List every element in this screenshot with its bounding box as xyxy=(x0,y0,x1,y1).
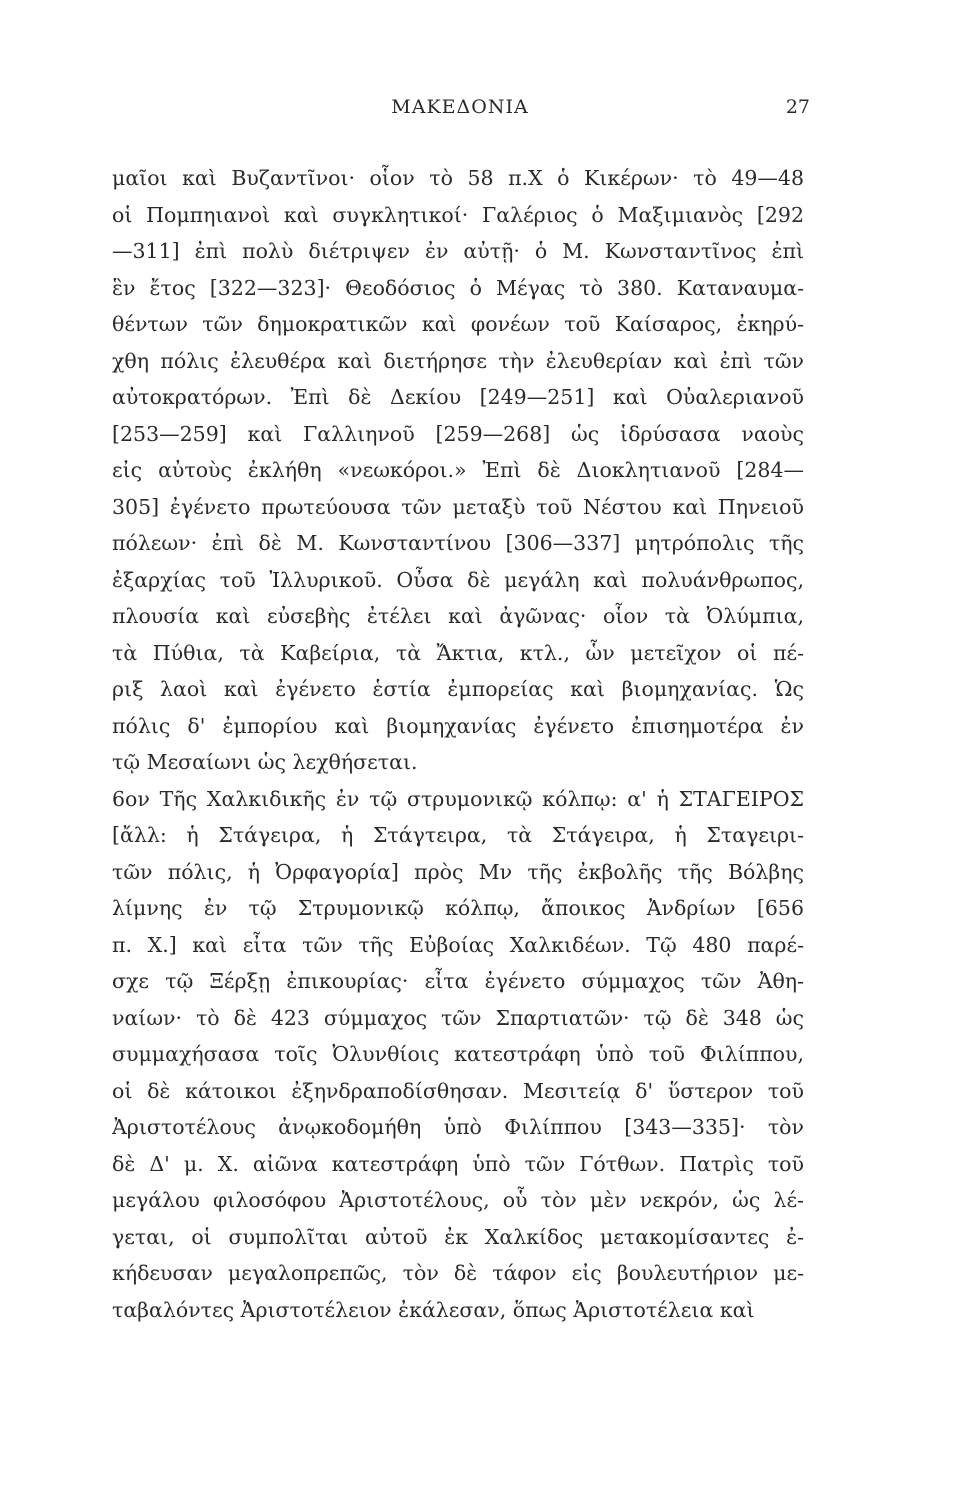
text-line: εἰς αὐτοὺς ἐκλήθη «νεωκόροι.» Ἐπὶ δὲ Διοκλητιανοῦ [284— xyxy=(112,458,804,482)
text-line: πλουσία καὶ εὐσεβὴς ἐτέλει καὶ ἀγῶνας· οἷον τὰ Ὀλύμπια, xyxy=(112,604,804,628)
text-line: τὰ Πύθια, τὰ Καβείρια, τὰ Ἄκτια, κτλ., ὧν μετεῖχον οἱ πέ- xyxy=(112,640,804,665)
text-line: μεγάλου φιλοσόφου Ἀριστοτέλους, οὗ τὸν μὲν νεκρόν, ὡς λέ- xyxy=(112,1188,804,1212)
text-line: χθη πόλις ἐλευθέρα καὶ διετήρησε τὴν ἐλευθερίαν καὶ ἐπὶ τῶν xyxy=(112,348,804,373)
text-line: τῶν πόλις, ἡ Ὀρφαγορία] πρὸς Μν τῆς ἐκβολῆς τῆς Βόλβης xyxy=(112,859,804,884)
text-line: πόλεων· ἐπὶ δὲ Μ. Κωνσταντίνου [306—337] μητρόπολις τῆς xyxy=(112,531,804,555)
text-line: π. Χ.] καὶ εἶτα τῶν τῆς Εὐβοίας Χαλκιδέων. Τῷ 480 παρέ- xyxy=(112,932,804,957)
text-line: ταβαλόντες Ἀριστοτέλειον ἐκάλεσαν, ὅπως Ἀριστοτέλεια καὶ xyxy=(112,1297,755,1322)
text-line: ἓν ἔτος [322—323]· Θεοδόσιος ὁ Μέγας τὸ 380. Καταναυμα- xyxy=(112,275,804,300)
text-line: οἱ δὲ κάτοικοι ἐξηνδραποδίσθησαν. Μεσιτείᾳ δ' ὕστερον τοῦ xyxy=(112,1078,804,1103)
text-line: δὲ Δ' μ. Χ. αἰῶνα κατεστράφη ὑπὸ τῶν Γότθων. Πατρὶς τοῦ xyxy=(112,1151,804,1176)
text-line: [ἄλλ: ἡ Στάγειρα, ἡ Στάγτειρα, τὰ Στάγειρα, ἡ Σταγειρι- xyxy=(112,823,804,847)
text-line: λίμνης ἐν τῷ Στρυμονικῷ κόλπῳ, ἄποικος Ἀνδρίων [656 xyxy=(112,896,804,920)
running-title: ΜΑΚΕΔΟΝΙΑ xyxy=(391,96,529,118)
text-line: τῷ Μεσαίωνι ὡς λεχθήσεται. xyxy=(112,750,418,774)
text-line: αὐτοκρατόρων. Ἐπὶ δὲ Δεκίου [249—251] καὶ Οὐαλεριανοῦ xyxy=(112,385,804,409)
body-text xyxy=(112,160,804,1328)
text-line: σχε τῷ Ξέρξῃ ἐπικουρίας· εἶτα ἐγένετο σύμμαχος τῶν Ἀθη- xyxy=(112,969,804,993)
text-line: οἱ Πομπηιανοὶ καὶ συγκλητικοί· Γαλέριος ὁ Μαξιμιανὸς [292 xyxy=(112,202,804,227)
text-line: γεται, οἱ συμπολῖται αὐτοῦ ἐκ Χαλκίδος μετακομίσαντες ἐ- xyxy=(112,1224,804,1249)
text-line: κήδευσαν μεγαλοπρεπῶς, τὸν δὲ τάφον εἰς βουλευτήριον με- xyxy=(112,1261,804,1285)
page-header xyxy=(110,96,810,124)
text-line: ριξ λαοὶ καὶ ἐγένετο ἑστία ἐμπορείας καὶ βιομηχανίας. Ὡς xyxy=(112,677,804,701)
text-line: —311] ἐπὶ πολὺ διέτριψεν ἐν αὐτῇ· ὁ Μ. Κωνσταντῖνος ἐπὶ xyxy=(112,239,804,263)
text-line: [253—259] καὶ Γαλλιηνοῦ [259—268] ὡς ἱδρύσασα ναοὺς xyxy=(112,421,804,446)
text-line: ναίων· τὸ δὲ 423 σύμμαχος τῶν Σπαρτιατῶν· τῷ δὲ 348 ὡς xyxy=(112,1005,804,1030)
page-number: 27 xyxy=(785,96,810,118)
text-line: 305] ἐγένετο πρωτεύουσα τῶν μεταξὺ τοῦ Νέστου καὶ Πηνειοῦ xyxy=(112,494,804,519)
text-line: Ἀριστοτέλους ἀνῳκοδομήθη ὑπὸ Φιλίππου [343—335]· τὸν xyxy=(112,1115,804,1139)
text-line: 6ον Τῆς Χαλκιδικῆς ἐν τῷ στρυμονικῷ κόλπῳ: α' ἡ ΣΤΑΓΕΙΡΟΣ xyxy=(112,786,804,811)
text-line: συμμαχήσασα τοῖς Ὀλυνθίοις κατεστράφη ὑπὸ τοῦ Φιλίππου, xyxy=(112,1042,804,1066)
text-line: ἐξαρχίας τοῦ Ἰλλυρικοῦ. Οὖσα δὲ μεγάλη καὶ πολυάνθρωπος, xyxy=(112,567,804,592)
text-line: πόλις δ' ἐμπορίου καὶ βιομηχανίας ἐγένετο ἐπισημοτέρα ἐν xyxy=(112,713,804,738)
text-line: θέντων τῶν δημοκρατικῶν καὶ φονέων τοῦ Καίσαρος, ἐκηρύ- xyxy=(112,312,804,336)
text-line: μαῖοι καὶ Βυζαντῖνοι· οἷον τὸ 58 π.Χ ὁ Κικέρων· τὸ 49—48 xyxy=(112,166,804,190)
